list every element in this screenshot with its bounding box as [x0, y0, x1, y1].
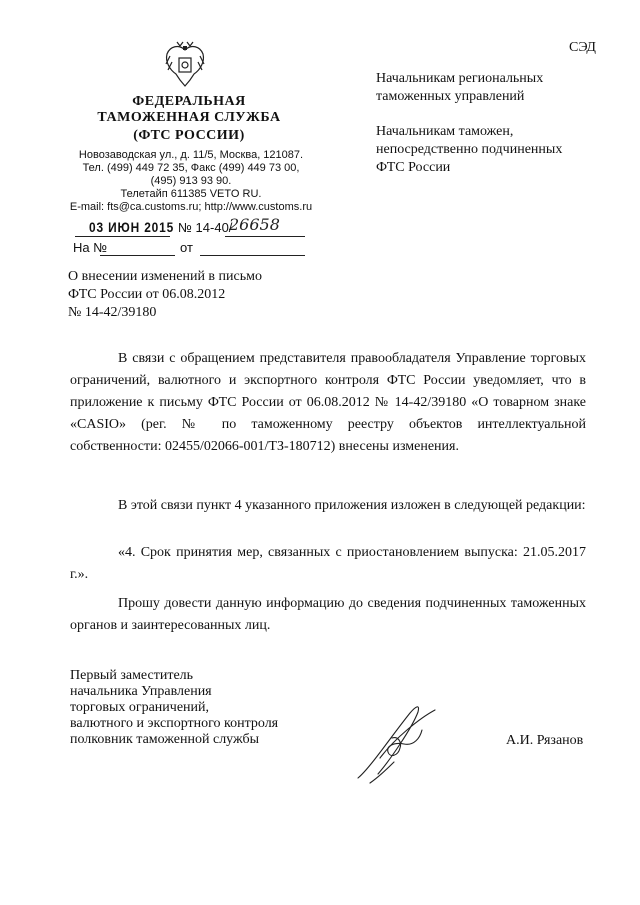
- signatory-name: А.И. Рязанов: [506, 733, 584, 748]
- body-paragraph-3: «4. Срок принятия мер, связанных с приостановлением выпуска: 21.05.2017 г.».: [70, 545, 586, 582]
- sed-mark: СЭД: [569, 40, 596, 55]
- phone-line: Тел. (499) 449 72 35, Факс (499) 449 73 00,: [82, 162, 300, 174]
- handwritten-signature: [350, 698, 450, 788]
- teletype-line: Телетайп 611385 VETO RU.: [120, 188, 262, 200]
- recipient-block-1: [376, 70, 606, 106]
- signatory-title-line: полковник таможенной службы: [70, 732, 260, 747]
- letter-subject: [68, 268, 288, 322]
- signatory-title-line: Первый заместитель: [70, 668, 194, 683]
- recipient-line: непосредственно подчиненных: [376, 142, 563, 157]
- phone-line-2: (495) 913 93 90.: [150, 175, 232, 187]
- subject-line: ФТС России от 06.08.2012: [68, 287, 226, 302]
- from-label: от: [180, 240, 193, 255]
- body-paragraph-1: В связи с обращением представителя правообладателя Управление торговых ограничений, валютного и экспортного контроля ФТС России уведомляет, что в приложение к письму ФТС России от 06.08.2012 № 14-42/39180 «О товарном знаке «CASIO» (рег. № по таможенному реестру объектов интеллектуальной собственности: 02455/02066-001/ТЗ-180712) внесены изменения.: [70, 351, 586, 454]
- registration-date: 03 ИЮН 2015: [89, 219, 175, 235]
- recipient-line: ФТС России: [376, 160, 451, 175]
- date-field: [75, 218, 175, 237]
- ref-label: На №: [73, 240, 108, 255]
- registration-row: [75, 215, 305, 240]
- registration-number-prefix: № 14-40/: [178, 220, 233, 235]
- org-name-line2: ТАМОЖЕННАЯ СЛУЖБА: [97, 110, 281, 125]
- body-paragraph-2: В этой связи пункт 4 указанного приложения изложен в следующей редакции:: [118, 498, 586, 513]
- email-line: E-mail: fts@ca.customs.ru; http://www.customs.ru: [69, 201, 313, 213]
- subject-line: О внесении изменений в письмо: [68, 269, 262, 284]
- recipient-line: Начальникам таможен,: [376, 124, 514, 139]
- registration-number-handwritten: 26658: [229, 215, 280, 234]
- subject-line: № 14-42/39180: [68, 305, 157, 320]
- org-abbreviation: (ФТС РОССИИ): [133, 128, 245, 143]
- recipient-line: Начальникам региональных: [376, 71, 544, 86]
- ref-date-field: [200, 240, 305, 256]
- coat-of-arms-icon: [162, 40, 208, 88]
- recipient-line: таможенных управлений: [376, 89, 525, 104]
- signatory-title-line: начальника Управления: [70, 684, 212, 699]
- ref-number-field: [100, 240, 175, 256]
- body-paragraph-4: Прошу довести данную информацию до сведения подчиненных таможенных органов и заинтересованных лиц.: [70, 596, 586, 633]
- address-line: Новозаводская ул., д. 11/5, Москва, 121087.: [78, 149, 304, 161]
- signatory-title-line: торговых ограничений,: [70, 700, 210, 715]
- reference-row: [75, 240, 305, 260]
- number-field: [225, 215, 305, 237]
- signatory-title-line: валютного и экспортного контроля: [70, 716, 279, 731]
- org-name-line1: ФЕДЕРАЛЬНАЯ: [132, 94, 246, 109]
- signatory-title: [70, 668, 310, 748]
- recipient-block-2: [376, 123, 606, 177]
